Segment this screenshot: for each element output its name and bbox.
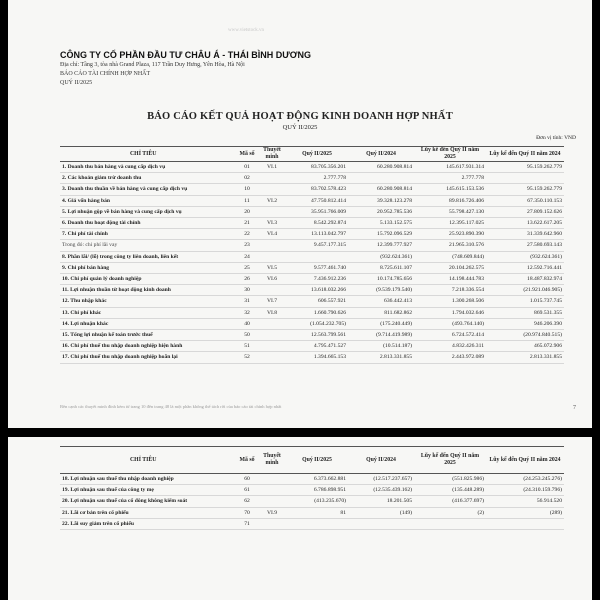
col-header-q2-2024: Quý II/2024 (348, 447, 414, 474)
row-label: 16. Chi phí thuế thu nhập doanh nghiệp hiện hành (60, 341, 236, 352)
table-row (60, 307, 564, 318)
row-label: 11. Lợi nhuận thuần từ hoạt động kinh doanh (60, 285, 236, 296)
row-ytd-2025: 7.218.336.554 (414, 285, 486, 296)
col-header-q2-2025: Quý II/2025 (286, 447, 348, 474)
income-statement-table-continued (60, 446, 564, 530)
row-code: 25 (236, 262, 258, 273)
row-ytd-2024: (932.624.361) (486, 251, 564, 262)
row-code: 26 (236, 274, 258, 285)
row-ytd-2025 (414, 518, 486, 529)
row-label: 21. Lãi cơ bản trên cổ phiếu (60, 507, 236, 518)
row-q2-2024: 5.133.152.575 (348, 218, 414, 229)
row-note: VI.9 (258, 507, 286, 518)
col-header-ytd-2025: Lũy kế đến Quý II năm 2025 (414, 447, 486, 474)
row-code: 20 (236, 206, 258, 217)
table-row (60, 330, 564, 341)
col-header-ytd-2024: Lũy kế đến Quý II năm 2024 (486, 447, 564, 474)
table-row (60, 206, 564, 217)
row-note (258, 206, 286, 217)
row-ytd-2025: 21.965.310.576 (414, 240, 486, 251)
row-note (258, 318, 286, 329)
row-ytd-2025: 4.832.426.311 (414, 341, 486, 352)
row-ytd-2024: 31.339.642.960 (486, 229, 564, 240)
col-header-label: CHỈ TIÊU (60, 147, 236, 162)
row-label: 8. Phần lãi/ (lỗ) trong công ty liên doanh, liên kết (60, 251, 236, 262)
row-note: VI.3 (258, 218, 286, 229)
row-note: VI.7 (258, 296, 286, 307)
row-ytd-2025: (748.609.844) (414, 251, 486, 262)
row-q2-2024: 39.328.123.278 (348, 195, 414, 206)
col-header-ytd-2024: Lũy kế đến Quý II năm 2024 (486, 147, 564, 162)
table-row (60, 507, 564, 518)
row-code: 50 (236, 330, 258, 341)
row-code: 60 (236, 474, 258, 485)
row-label: 20. Lợi nhuận sau thuế của cổ đông không kiểm soát (60, 496, 236, 507)
table-row (60, 485, 564, 496)
row-code: 21 (236, 218, 258, 229)
row-note (258, 518, 286, 529)
row-note (258, 485, 286, 496)
table-row (60, 285, 564, 296)
col-header-note: Thuyết minh (258, 147, 286, 162)
row-q2-2024: 18.201.505 (348, 496, 414, 507)
table-row (60, 184, 564, 195)
row-q2-2024: 12.399.777.927 (348, 240, 414, 251)
table-row (60, 218, 564, 229)
row-q2-2025: 2.777.778 (286, 173, 348, 184)
row-ytd-2025: 6.724.572.414 (414, 330, 486, 341)
row-q2-2024: 636.442.413 (348, 296, 414, 307)
page-number: 7 (573, 405, 576, 411)
row-q2-2025: 606.557.921 (286, 296, 348, 307)
table-row (60, 474, 564, 485)
row-q2-2024: 60.280.908.814 (348, 184, 414, 195)
row-note (258, 474, 286, 485)
table-body (60, 474, 564, 530)
row-ytd-2025: 2.443.972.089 (414, 352, 486, 363)
row-label: Trong đó: chi phí lãi vay (60, 240, 236, 251)
row-label: 7. Chi phí tài chính (60, 229, 236, 240)
row-ytd-2025: 145.615.153.536 (414, 184, 486, 195)
row-ytd-2024: (289) (486, 507, 564, 518)
table-row (60, 274, 564, 285)
row-label: 22. Lãi suy giảm trên cổ phiếu (60, 518, 236, 529)
table-row (60, 496, 564, 507)
row-note (258, 184, 286, 195)
row-q2-2024: (175.240.449) (348, 318, 414, 329)
table-row (60, 162, 564, 173)
row-q2-2025: 47.750.812.414 (286, 195, 348, 206)
row-ytd-2025: 55.798.427.130 (414, 206, 486, 217)
row-q2-2025: 9.457.177.315 (286, 240, 348, 251)
row-label: 19. Lợi nhuận sau thuế của công ty mẹ (60, 485, 236, 496)
row-code: 70 (236, 507, 258, 518)
row-code: 11 (236, 195, 258, 206)
row-q2-2025: 6.786.898.951 (286, 485, 348, 496)
row-q2-2025: 1.660.790.626 (286, 307, 348, 318)
row-code: 23 (236, 240, 258, 251)
row-note: VI.5 (258, 262, 286, 273)
footnote: Bên cạnh các thuyết minh đính kèm từ trang 10 đến trang 48 là một phần không thể tách rời của báo cáo tài chính hợp nhất (60, 404, 282, 409)
row-code: 10 (236, 184, 258, 195)
report-page-1 (8, 0, 592, 428)
col-header-code: Mã số (236, 447, 258, 474)
row-ytd-2024: (24.253.245.276) (486, 474, 564, 485)
table-row (60, 229, 564, 240)
row-ytd-2025: 89.816.726.406 (414, 195, 486, 206)
row-q2-2025: (1.054.232.705) (286, 318, 348, 329)
row-q2-2024: (149) (348, 507, 414, 518)
row-q2-2025 (286, 518, 348, 529)
row-q2-2024: 8.725.611.107 (348, 262, 414, 273)
row-label: 13. Chi phí khác (60, 307, 236, 318)
row-ytd-2024: 2.813.331.855 (486, 352, 564, 363)
row-note: VI.8 (258, 307, 286, 318)
row-label: 3. Doanh thu thuần về bán hàng và cung cấp dịch vụ (60, 184, 236, 195)
row-q2-2025: 4.795.471.527 (286, 341, 348, 352)
row-ytd-2024: 1.015.737.745 (486, 296, 564, 307)
table-row (60, 296, 564, 307)
row-code: 01 (236, 162, 258, 173)
row-q2-2024: (12.517.237.657) (348, 474, 414, 485)
col-header-note: Thuyết minh (258, 447, 286, 474)
table-header-row (60, 147, 564, 162)
row-ytd-2024: 18.487.832.974 (486, 274, 564, 285)
row-ytd-2025: 14.198.444.783 (414, 274, 486, 285)
report-period: QUÝ II/2025 (60, 80, 93, 86)
col-header-ytd-2025: Lũy kế đến Quý II năm 2025 (414, 147, 486, 162)
report-page-2 (8, 437, 592, 600)
row-q2-2024: (12.535.439.162) (348, 485, 414, 496)
row-ytd-2024: 95.159.262.779 (486, 184, 564, 195)
row-code: 30 (236, 285, 258, 296)
row-code: 31 (236, 296, 258, 307)
row-ytd-2024 (486, 173, 564, 184)
row-q2-2025: 6.373.662.881 (286, 474, 348, 485)
row-label: 12. Thu nhập khác (60, 296, 236, 307)
row-label: 2. Các khoản giảm trừ doanh thu (60, 173, 236, 184)
row-ytd-2024: 465.072.906 (486, 341, 564, 352)
row-label: 1. Doanh thu bán hàng và cung cấp dịch vụ (60, 162, 236, 173)
row-ytd-2025: 12.395.117.025 (414, 218, 486, 229)
row-ytd-2025: (416.377.697) (414, 496, 486, 507)
company-name: CÔNG TY CỔ PHẦN ĐẦU TƯ CHÂU Á - THÁI BÌNH DƯƠNG (60, 50, 311, 60)
row-q2-2024 (348, 518, 414, 529)
row-q2-2024: 2.813.331.855 (348, 352, 414, 363)
row-note (258, 330, 286, 341)
row-ytd-2024: (21.921.046.905) (486, 285, 564, 296)
row-label: 14. Lợi nhuận khác (60, 318, 236, 329)
row-ytd-2024: 95.159.262.779 (486, 162, 564, 173)
row-ytd-2024: 13.622.617.205 (486, 218, 564, 229)
row-ytd-2024: 56.914.520 (486, 496, 564, 507)
row-q2-2024: 15.792.096.529 (348, 229, 414, 240)
report-title: BÁO CÁO KẾT QUẢ HOẠT ĐỘNG KINH DOANH HỢP NHẤT (147, 111, 453, 122)
table-row (60, 240, 564, 251)
row-q2-2025: 83.705.356.201 (286, 162, 348, 173)
row-label: 6. Doanh thu hoạt động tài chính (60, 218, 236, 229)
row-note (258, 285, 286, 296)
row-code: 52 (236, 352, 258, 363)
row-label: 10. Chi phí quản lý doanh nghiệp (60, 274, 236, 285)
row-code: 02 (236, 173, 258, 184)
col-header-label: CHỈ TIÊU (60, 447, 236, 474)
row-q2-2025: 83.702.578.423 (286, 184, 348, 195)
row-q2-2025: 7.436.912.236 (286, 274, 348, 285)
row-q2-2025 (286, 251, 348, 262)
row-ytd-2024: 12.592.716.441 (486, 262, 564, 273)
row-code: 62 (236, 496, 258, 507)
row-note (258, 496, 286, 507)
table-row (60, 173, 564, 184)
row-ytd-2024: (24.310.159.796) (486, 485, 564, 496)
row-label: 15. Tổng lợi nhuận kế toán trước thuế (60, 330, 236, 341)
row-ytd-2024: 27.580.693.143 (486, 240, 564, 251)
col-header-code: Mã số (236, 147, 258, 162)
table-row (60, 195, 564, 206)
col-header-q2-2024: Quý II/2024 (348, 147, 414, 162)
row-ytd-2025: (493.764.140) (414, 318, 486, 329)
row-q2-2025: 13.113.042.797 (286, 229, 348, 240)
col-header-q2-2025: Quý II/2025 (286, 147, 348, 162)
row-note (258, 240, 286, 251)
row-label: 9. Chi phí bán hàng (60, 262, 236, 273)
report-type: BÁO CÁO TÀI CHÍNH HỢP NHẤT (60, 71, 151, 77)
row-note (258, 352, 286, 363)
row-label: 5. Lợi nhuận gộp về bán hàng và cung cấp dịch vụ (60, 206, 236, 217)
report-subtitle: QUÝ II/2025 (282, 124, 318, 131)
row-ytd-2025: 1.794.032.646 (414, 307, 486, 318)
table-row (60, 262, 564, 273)
row-q2-2024: (9.539.179.540) (348, 285, 414, 296)
row-q2-2025: 81 (286, 507, 348, 518)
row-ytd-2025: (2) (414, 507, 486, 518)
row-q2-2025: 1.394.665.153 (286, 352, 348, 363)
income-statement-table (60, 146, 564, 364)
row-label: 18. Lợi nhuận sau thuế thu nhập doanh nghiệp (60, 474, 236, 485)
table-row (60, 318, 564, 329)
row-note: VI.2 (258, 195, 286, 206)
row-ytd-2025: 2.777.778 (414, 173, 486, 184)
row-q2-2025: 35.951.766.009 (286, 206, 348, 217)
row-q2-2024: (932.624.361) (348, 251, 414, 262)
row-ytd-2024 (486, 518, 564, 529)
table-row (60, 518, 564, 529)
row-code: 51 (236, 341, 258, 352)
row-q2-2024: 60.280.908.814 (348, 162, 414, 173)
watermark-text: www.vietstock.vn (228, 28, 265, 33)
row-ytd-2024: 869.531.355 (486, 307, 564, 318)
table-header-row (60, 447, 564, 474)
company-address: Địa chỉ: Tầng 3, tòa nhà Grand Plaza, 117 Trần Duy Hưng, Yên Hòa, Hà Nội (60, 62, 245, 68)
row-ytd-2025: 25.923.890.390 (414, 229, 486, 240)
row-code: 61 (236, 485, 258, 496)
row-q2-2025: 8.542.292.874 (286, 218, 348, 229)
table-row (60, 251, 564, 262)
row-note: VI.1 (258, 162, 286, 173)
row-ytd-2024: (20.974.840.515) (486, 330, 564, 341)
table-body (60, 162, 564, 364)
row-q2-2024: 20.952.785.536 (348, 206, 414, 217)
row-note (258, 173, 286, 184)
row-code: 40 (236, 318, 258, 329)
currency-unit: Đơn vị tính: VND (536, 135, 576, 141)
row-note: VI.6 (258, 274, 286, 285)
row-q2-2024: (10.514.187) (348, 341, 414, 352)
row-code: 71 (236, 518, 258, 529)
row-ytd-2025: 145.617.931.314 (414, 162, 486, 173)
row-label: 17. Chi phí thuế thu nhập doanh nghiệp hoãn lại (60, 352, 236, 363)
row-q2-2025: 9.577.461.740 (286, 262, 348, 273)
row-note (258, 251, 286, 262)
row-ytd-2025: 1.300.268.506 (414, 296, 486, 307)
row-ytd-2025: (135.448.289) (414, 485, 486, 496)
row-note (258, 341, 286, 352)
row-q2-2025: 12.563.799.561 (286, 330, 348, 341)
row-q2-2024: 811.682.862 (348, 307, 414, 318)
table-row (60, 341, 564, 352)
row-ytd-2024: 27.809.152.626 (486, 206, 564, 217)
row-note: VI.4 (258, 229, 286, 240)
row-code: 22 (236, 229, 258, 240)
row-ytd-2025: (551.825.986) (414, 474, 486, 485)
row-code: 32 (236, 307, 258, 318)
row-q2-2025: (413.235.670) (286, 496, 348, 507)
row-code: 24 (236, 251, 258, 262)
row-q2-2025: 13.618.032.266 (286, 285, 348, 296)
row-q2-2024: (9.714.419.989) (348, 330, 414, 341)
row-q2-2024: 10.174.785.656 (348, 274, 414, 285)
row-ytd-2024: 946.206.390 (486, 318, 564, 329)
table-row (60, 352, 564, 363)
row-ytd-2024: 67.350.110.153 (486, 195, 564, 206)
row-label: 4. Giá vốn hàng bán (60, 195, 236, 206)
row-ytd-2025: 20.104.262.575 (414, 262, 486, 273)
row-q2-2024 (348, 173, 414, 184)
